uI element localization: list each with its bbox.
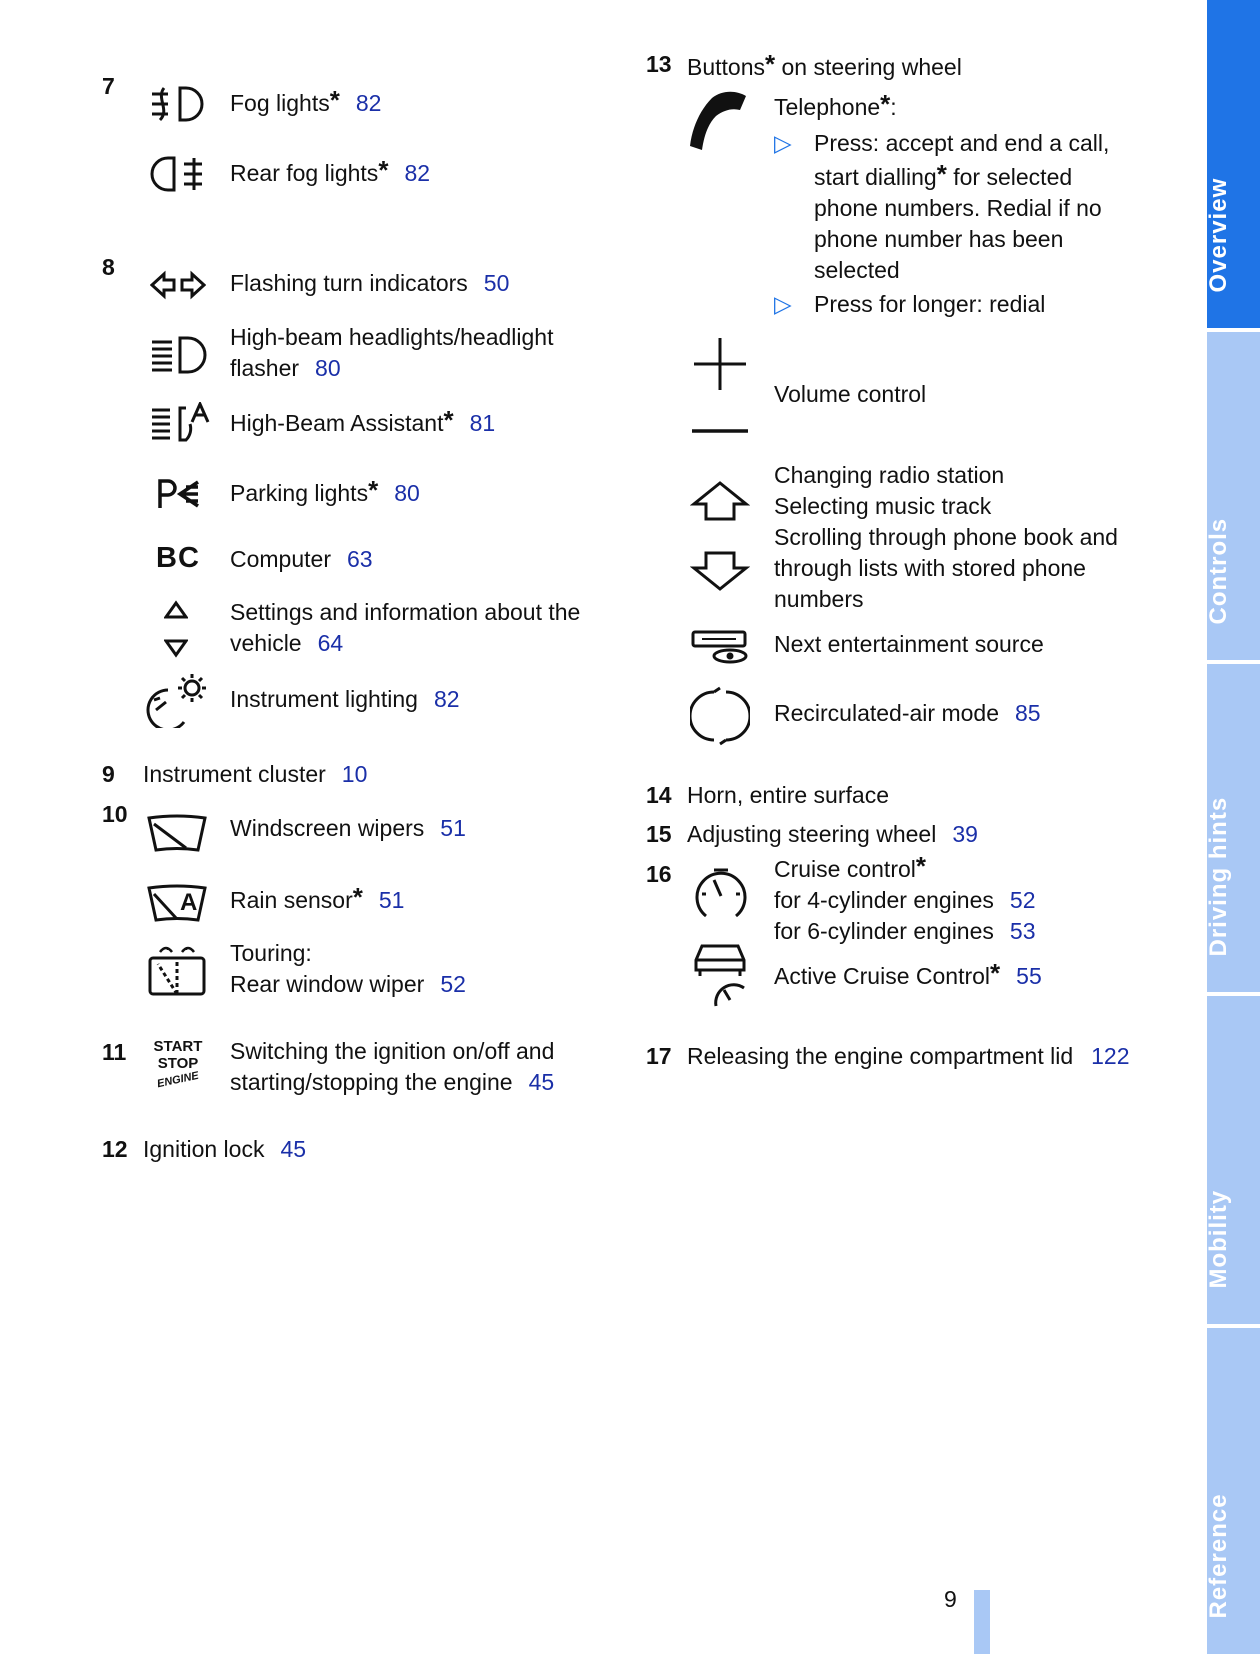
bullet-triangle-icon: ▷ (774, 291, 792, 317)
rain-sensor-icon-letter: A (180, 889, 198, 916)
ignition-switch-entry: Switching the ignition on/off and starting/stopping the engine 45 (230, 1038, 555, 1095)
volume-plus-icon (690, 334, 750, 394)
instrument-cluster-entry: Instrument cluster 10 (143, 761, 368, 787)
arrow-up-icon (690, 480, 750, 522)
rear-wiper-icon (146, 938, 208, 1000)
page-link[interactable]: 52 (1009, 887, 1036, 913)
page-link[interactable]: 39 (952, 821, 978, 847)
turn-indicator-icon (150, 270, 206, 300)
computer-entry: Computer 63 (230, 546, 373, 572)
fog-lights-icon (146, 84, 208, 124)
tab-controls[interactable]: Controls (1207, 332, 1260, 660)
active-cruise-control-entry: Active Cruise Control* 55 (774, 958, 1042, 989)
active-cruise-control-icon (690, 940, 752, 1010)
rain-sensor-entry: Rain sensor* 51 (230, 882, 405, 913)
turn-indicators-entry: Flashing turn indicators 50 (230, 270, 510, 296)
computer-icon: BC (156, 542, 200, 574)
telephone-long-press-bullet: Press for longer: redial (814, 291, 1046, 317)
volume-control-label: Volume control (774, 381, 927, 407)
page-link[interactable]: 82 (355, 90, 382, 116)
item-number: 13 (646, 51, 672, 77)
rain-sensor-icon (146, 884, 208, 924)
steering-wheel-adjust-entry: Adjusting steering wheel 39 (687, 821, 978, 847)
page-number-marker (974, 1590, 990, 1654)
page-link[interactable]: 50 (483, 270, 510, 296)
start-stop-button-icon (152, 1038, 204, 1089)
settings-arrows-icon (164, 600, 188, 658)
page-link[interactable]: 81 (469, 410, 496, 436)
page-link[interactable]: 64 (317, 630, 344, 656)
parking-lights-icon (156, 478, 202, 510)
page-link[interactable]: 80 (394, 480, 420, 506)
instrument-lighting-icon (144, 672, 210, 728)
item-number: 12 (102, 1136, 128, 1162)
tab-reference[interactable]: Reference (1207, 1328, 1260, 1654)
settings-entry: Settings and information about the vehicle 64 (230, 599, 581, 656)
tab-driving-hints[interactable]: Driving hints (1207, 664, 1260, 992)
telephone-icon (686, 88, 752, 154)
item-number: 8 (102, 254, 115, 280)
cruise-control-icon (692, 866, 750, 922)
item-number: 7 (102, 73, 115, 99)
page-link[interactable]: 51 (440, 815, 466, 841)
page-link[interactable]: 82 (404, 160, 431, 186)
page-link[interactable]: 52 (440, 971, 466, 997)
page-link[interactable]: 10 (341, 761, 368, 787)
item-number: 10 (102, 801, 128, 827)
parking-lights-entry: Parking lights* 80 (230, 475, 420, 506)
rear-fog-lights-entry: Rear fog lights* 82 (230, 155, 431, 186)
ignition-lock-entry: Ignition lock 45 (143, 1136, 307, 1162)
item-number: 15 (646, 821, 672, 847)
start-stop-icon-stop: STOP (157, 1055, 199, 1072)
start-stop-icon-engine: ENGINE (156, 1069, 200, 1091)
telephone-label: Telephone*: (774, 89, 897, 120)
start-stop-icon-start: START (153, 1038, 203, 1055)
tab-overview[interactable]: Overview (1207, 0, 1260, 328)
engine-compartment-lid-entry: Releasing the engine compartment lid 122 (687, 1043, 1130, 1069)
recirculated-air-icon (690, 686, 750, 746)
volume-minus-icon (690, 426, 750, 436)
page-link[interactable]: 82 (433, 686, 460, 712)
item-number: 16 (646, 861, 672, 887)
steering-wheel-buttons-heading: Buttons* on steering wheel (687, 49, 962, 80)
chapter-tabs (1204, 0, 1260, 1654)
high-beam-entry: High-beam headlights/headlight flasher 80 (230, 324, 554, 381)
fog-lights-entry: Fog lights* 82 (230, 85, 382, 116)
page-link[interactable]: 53 (1009, 918, 1036, 944)
page-link[interactable]: 45 (280, 1136, 307, 1162)
high-beam-assistant-icon (150, 402, 212, 444)
item-number: 9 (102, 761, 115, 787)
page-link[interactable]: 63 (346, 546, 373, 572)
instrument-lighting-entry: Instrument lighting 82 (230, 686, 460, 712)
page-link[interactable]: 122 (1091, 1043, 1130, 1069)
high-beam-assistant-entry: High-Beam Assistant* 81 (230, 405, 496, 436)
high-beam-icon (150, 334, 210, 376)
bullet-triangle-icon: ▷ (774, 130, 792, 156)
next-entertainment-source-label: Next entertainment source (774, 631, 1044, 657)
windscreen-wiper-icon (146, 814, 208, 854)
page-link[interactable]: 51 (378, 887, 405, 913)
item-number: 11 (102, 1039, 127, 1065)
telephone-press-bullet: Press: accept and end a call, start dialling* for selected phone numbers. Redial if no phone number has been selected (814, 130, 1110, 283)
tab-mobility[interactable]: Mobility (1207, 996, 1260, 1324)
page-number: 9 (944, 1586, 957, 1612)
item-number: 14 (646, 782, 672, 808)
arrow-down-icon (690, 550, 750, 592)
windscreen-wipers-entry: Windscreen wipers 51 (230, 815, 466, 841)
recirculated-air-entry: Recirculated-air mode 85 (774, 700, 1041, 726)
rear-window-wiper-entry: Touring: Rear window wiper 52 (230, 940, 466, 997)
page-link[interactable]: 85 (1014, 700, 1041, 726)
station-track-entry: Changing radio station Selecting music track Scrolling through phone book and through lists with stored phone numbers (774, 462, 1118, 612)
rear-fog-lights-icon (146, 154, 208, 194)
entertainment-source-icon (690, 628, 752, 664)
cruise-control-entry: Cruise control* for 4-cylinder engines 52 for 6-cylinder engines 53 (774, 851, 1036, 944)
page-link[interactable]: 80 (315, 355, 341, 381)
page-link[interactable]: 55 (1016, 963, 1042, 989)
horn-entry: Horn, entire surface (687, 782, 889, 808)
item-number: 17 (646, 1043, 672, 1069)
page-link[interactable]: 45 (528, 1069, 555, 1095)
